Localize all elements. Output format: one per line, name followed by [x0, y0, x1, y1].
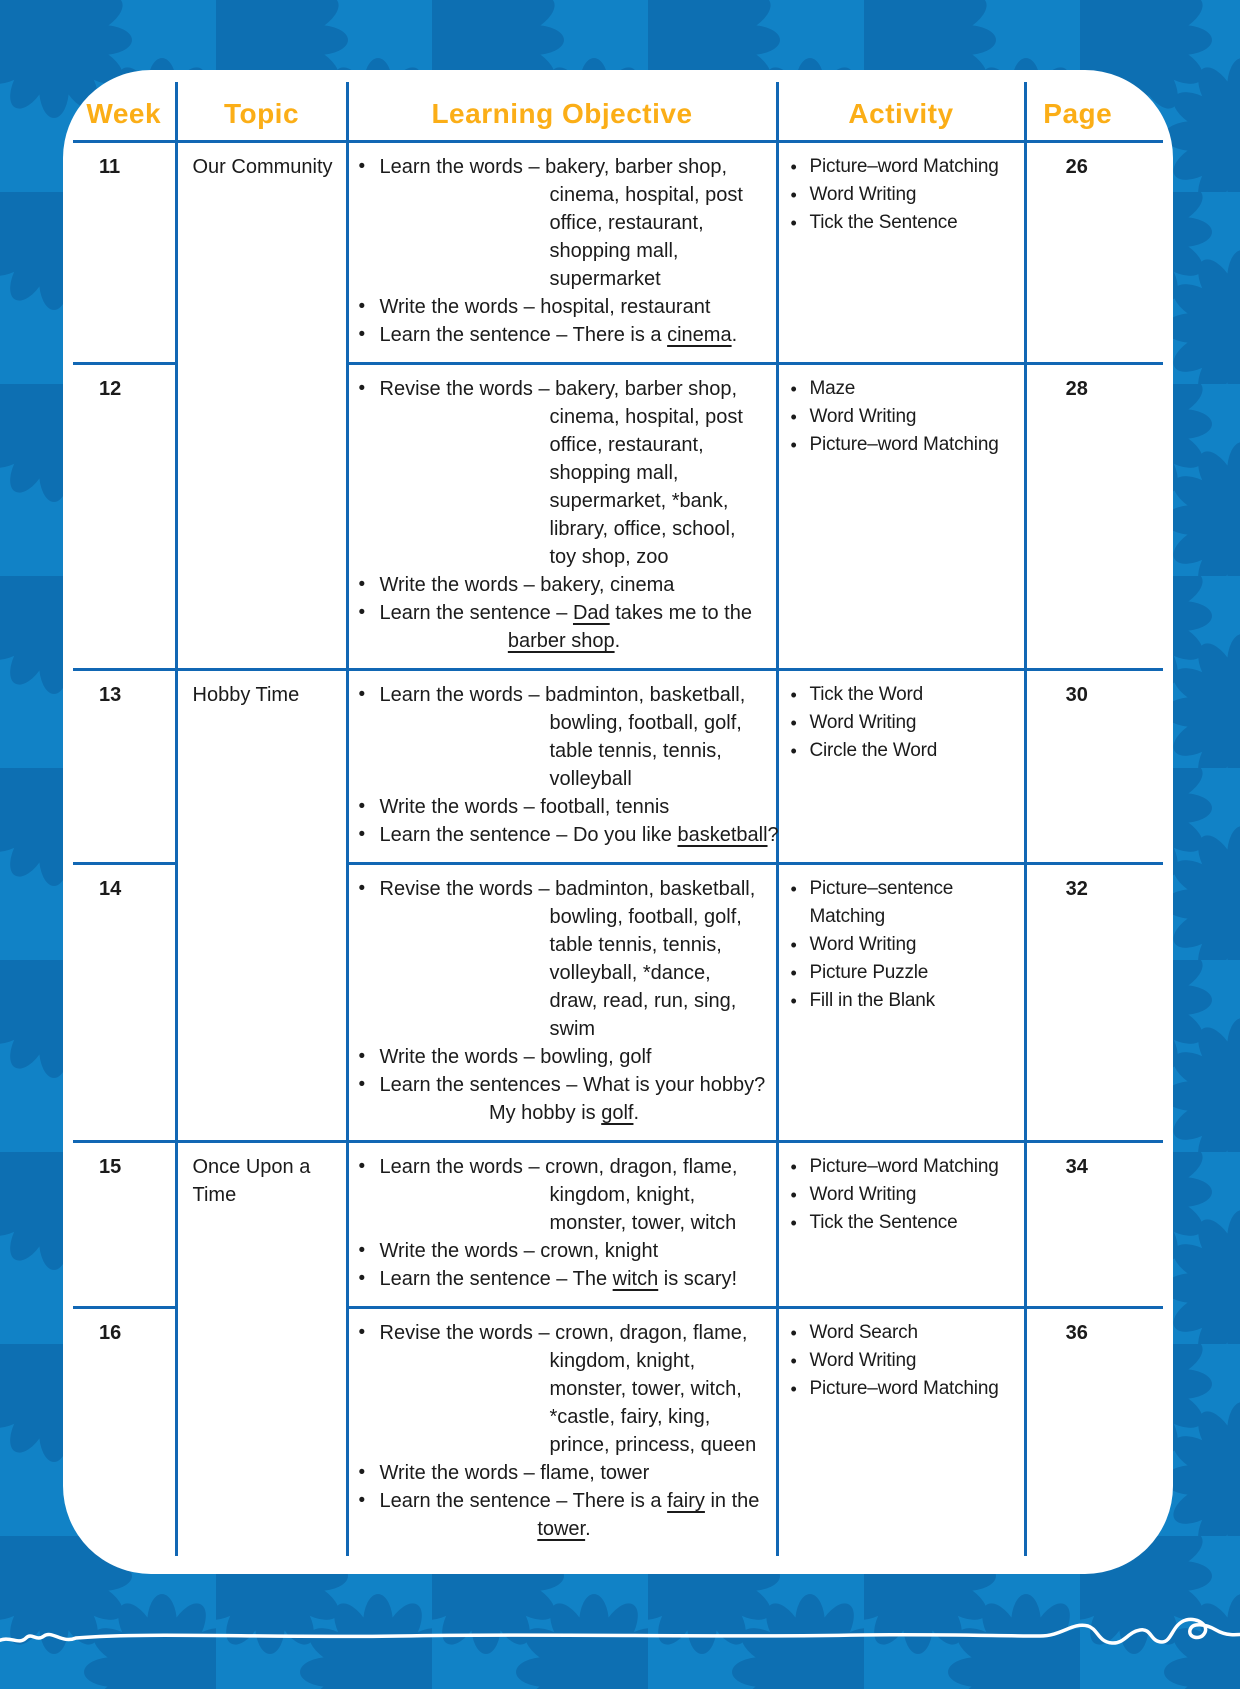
text-segment: . [633, 1102, 640, 1124]
week-cell: 11 [99, 156, 121, 178]
objective-line [359, 1319, 770, 1347]
bullet-icon: • [358, 684, 366, 705]
syllabus-table [73, 82, 1163, 1556]
activity-item [791, 737, 1022, 765]
activity-text: Fill in the Blank [809, 990, 935, 1011]
bullet-icon: • [790, 935, 797, 955]
activity-text: Picture–word Matching [809, 1156, 999, 1177]
activity-text: Tick the Word [809, 684, 924, 705]
objective-text [380, 681, 746, 709]
activity-item [791, 959, 1022, 987]
text-segment: shopping mall, [549, 240, 679, 262]
objective-line [359, 321, 770, 349]
objective-line [359, 599, 770, 627]
syllabus-card [63, 70, 1173, 1574]
bullet-icon: • [790, 879, 797, 899]
week-cell: 16 [73, 1308, 176, 1557]
bullet-icon: • [790, 1323, 797, 1343]
text-segment: bowling, football, golf, [549, 906, 742, 928]
activity-item [791, 931, 1022, 959]
activity-text: Picture–word Matching [809, 156, 999, 177]
text-segment: volleyball [549, 768, 632, 790]
objectives-cell [347, 142, 777, 364]
objective-text [380, 793, 670, 821]
bullet-icon: • [790, 435, 797, 455]
underlined-word: cinema [667, 324, 732, 346]
objective-continuation-line [359, 903, 770, 931]
text-segment: draw, read, run, sing, [549, 990, 737, 1012]
objectives-cell [347, 670, 777, 864]
text-segment: Write the words – crown, knight [379, 1240, 659, 1262]
objective-text [380, 1487, 760, 1515]
objective-line [359, 1459, 770, 1487]
table-row [73, 142, 1163, 364]
bullet-icon: • [358, 1074, 366, 1095]
activities-cell [777, 142, 1025, 364]
text-segment: . [585, 1518, 591, 1540]
bullet-icon: • [790, 213, 797, 233]
activities-cell [777, 1308, 1025, 1557]
objective-line [359, 793, 770, 821]
bullet-icon: • [790, 1351, 797, 1371]
text-segment: is scary! [658, 1268, 738, 1290]
text-segment: volleyball, *dance, [549, 962, 711, 984]
activity-text: Tick the Sentence [809, 1212, 958, 1233]
objective-text [380, 571, 675, 599]
bullet-icon: • [790, 1213, 797, 1233]
objective-line [359, 293, 770, 321]
text-segment: Revise the words – badminton, basketball, [379, 878, 756, 900]
activity-item [791, 403, 1022, 431]
text-segment: in the [704, 1490, 760, 1512]
activity-text: Circle the Word [809, 740, 938, 761]
text-segment: Learn the sentence – [379, 602, 573, 624]
objectives-cell [347, 864, 777, 1142]
activity-item [791, 181, 1022, 209]
bullet-icon: • [790, 379, 797, 399]
bullet-icon: • [358, 1240, 366, 1261]
objective-text [380, 1319, 748, 1347]
bullet-icon: • [358, 156, 366, 177]
objective-continuation-line [359, 431, 770, 459]
objective-text [380, 293, 711, 321]
activity-item [791, 1209, 1022, 1237]
activity-text: Picture–word Matching [809, 1378, 999, 1399]
objective-continuation-line [359, 1403, 770, 1431]
activity-text: Word Writing [809, 1350, 917, 1371]
bullet-icon: • [358, 1046, 366, 1067]
header-row [73, 82, 1163, 142]
objective-continuation-line [359, 487, 770, 515]
objective-text [380, 1043, 652, 1071]
objective-text [380, 821, 779, 849]
column-header-page: Page [1025, 82, 1163, 142]
activity-item [791, 1375, 1022, 1403]
activities-cell [777, 364, 1025, 670]
activity-text: Word Writing [809, 934, 917, 955]
page-cell: 28 [1025, 364, 1163, 670]
objectives-cell [347, 364, 777, 670]
text-segment: cinema, hospital, post [549, 184, 743, 206]
objective-continuation-line [359, 1099, 770, 1127]
objective-continuation-line [359, 1347, 770, 1375]
text-segment: Learn the sentence – Do you like [379, 824, 678, 846]
underlined-word: barber shop [507, 630, 615, 652]
objective-continuation-line [359, 931, 770, 959]
topic-cell: Once Upon a Time [176, 1142, 347, 1557]
underlined-word: Dad [572, 602, 610, 624]
objective-line [359, 1043, 770, 1071]
objective-continuation-line [359, 1515, 770, 1543]
objective-line [358, 821, 779, 849]
text-segment: swim [549, 1018, 596, 1040]
objective-continuation-line [359, 627, 770, 655]
text-segment: Learn the words – badminton, basketball, [379, 684, 746, 706]
objective-continuation-line [359, 181, 770, 209]
week-cell: 14 [73, 864, 176, 1142]
bullet-icon: • [790, 1157, 797, 1177]
objective-line [359, 1487, 770, 1515]
text-segment: Learn the sentence – There is a [379, 324, 668, 346]
bullet-icon: • [358, 378, 366, 399]
bullet-icon: • [790, 741, 797, 761]
bullet-icon: • [790, 963, 797, 983]
activity-text: Tick the Sentence [809, 212, 958, 233]
activity-item [791, 431, 1022, 459]
underlined-word: basketball [677, 824, 768, 846]
bullet-icon: • [790, 1185, 797, 1205]
page-cell: 30 [1025, 670, 1163, 864]
text-segment: Write the words – hospital, restaurant [379, 296, 711, 318]
text-segment: prince, princess, queen [549, 1434, 757, 1456]
page-cell: 32 [1025, 864, 1163, 1142]
column-header-learning-objective: Learning Objective [347, 82, 777, 142]
objective-line [359, 571, 770, 599]
text-segment: Learn the words – bakery, barber shop, [379, 156, 728, 178]
objective-continuation-line [359, 403, 770, 431]
activity-text: Word Writing [809, 712, 917, 733]
objective-text [380, 375, 738, 403]
activity-item [791, 375, 1022, 403]
objective-continuation-line [359, 765, 770, 793]
activity-item [791, 875, 1022, 931]
objective-line [359, 1153, 770, 1181]
bullet-icon: • [358, 1322, 366, 1343]
activity-text: Word Writing [809, 406, 917, 427]
bullet-icon: • [358, 574, 366, 595]
objective-text [380, 1459, 650, 1487]
objective-line [359, 1265, 770, 1293]
activity-text: Maze [809, 378, 856, 399]
objective-continuation-line [359, 737, 770, 765]
activities-cell [777, 670, 1025, 864]
objective-continuation-line [359, 1431, 770, 1459]
objective-line [359, 375, 770, 403]
activity-item [791, 209, 1022, 237]
activities-cell [777, 1142, 1025, 1308]
underlined-word: witch [612, 1268, 659, 1290]
objective-line [359, 1071, 770, 1099]
column-header-activity: Activity [777, 82, 1025, 142]
objectives-cell [347, 1142, 777, 1308]
objective-text [380, 1237, 659, 1265]
topic-cell: Our Community [176, 142, 347, 670]
activities-cell [777, 864, 1025, 1142]
bullet-icon: • [790, 1379, 797, 1399]
text-segment: kingdom, knight, [549, 1350, 696, 1372]
activity-item [791, 1153, 1022, 1181]
activity-text: Word Writing [809, 1184, 917, 1205]
text-segment: Revise the words – crown, dragon, flame, [379, 1322, 748, 1344]
objective-line [359, 681, 770, 709]
table-row [73, 670, 1163, 864]
page-cell: 26 [1025, 142, 1163, 364]
objective-continuation-line [359, 1015, 770, 1043]
bullet-icon: • [790, 157, 797, 177]
activity-text: Word Writing [809, 184, 917, 205]
text-segment: supermarket, *bank, [549, 490, 729, 512]
wavy-line-decoration [0, 1612, 1240, 1672]
underlined-word: tower [537, 1518, 586, 1540]
text-segment: . [614, 630, 621, 652]
text-segment: shopping mall, [549, 462, 679, 484]
objective-line [359, 1237, 770, 1265]
text-segment: office, restaurant, [549, 212, 704, 234]
activity-text: Word Search [809, 1322, 918, 1343]
objective-text [380, 153, 728, 181]
topic-cell: Hobby Time [176, 670, 347, 1142]
objective-text [380, 1265, 738, 1293]
text-segment: table tennis, tennis, [549, 740, 722, 762]
page-cell: 36 [1025, 1308, 1163, 1557]
text-segment: ? [767, 824, 779, 846]
text-segment: monster, tower, witch, [549, 1378, 742, 1400]
text-segment: Write the words – bowling, golf [379, 1046, 652, 1068]
table-row [73, 1142, 1163, 1308]
text-segment: library, office, school, [549, 518, 736, 540]
bullet-icon: • [790, 713, 797, 733]
text-segment: bowling, football, golf, [549, 712, 742, 734]
activity-item [791, 1319, 1022, 1347]
objective-continuation-line [359, 959, 770, 987]
week-cell: 13 [73, 670, 176, 864]
activity-item [791, 681, 1022, 709]
objective-continuation-line [359, 265, 770, 293]
text-segment: Revise the words – bakery, barber shop, [379, 378, 738, 400]
activity-text: Picture Puzzle [809, 962, 929, 983]
objectives-cell [347, 1308, 777, 1557]
text-segment: Learn the sentences – What is your hobby? [379, 1074, 766, 1096]
bullet-icon: • [358, 824, 366, 845]
objective-continuation-line [359, 543, 770, 571]
bullet-icon: • [790, 407, 797, 427]
activity-item [791, 1347, 1022, 1375]
objective-continuation-line [359, 1209, 770, 1237]
text-segment: monster, tower, witch [549, 1212, 737, 1234]
bullet-icon: • [790, 685, 797, 705]
week-cell: 15 [73, 1142, 176, 1308]
text-segment: Learn the sentence – There is a [379, 1490, 668, 1512]
bullet-icon: • [358, 324, 366, 345]
objective-line [359, 875, 770, 903]
bullet-icon: • [358, 878, 366, 899]
text-segment: cinema, hospital, post [549, 406, 743, 428]
text-segment: Write the words – flame, tower [379, 1462, 650, 1484]
column-header-week: Week [73, 82, 176, 142]
text-segment: Learn the words – crown, dragon, flame, [379, 1156, 738, 1178]
objective-continuation-line [359, 237, 770, 265]
bullet-icon: • [358, 296, 366, 317]
activity-text: Picture–word Matching [809, 434, 999, 455]
activity-item [791, 153, 1022, 181]
text-segment: Write the words – football, tennis [379, 796, 670, 818]
objective-continuation-line [359, 709, 770, 737]
objective-text [380, 875, 756, 903]
activity-text: Picture–sentence Matching [809, 878, 954, 927]
bullet-icon: • [358, 1268, 366, 1289]
activity-item [791, 987, 1022, 1015]
objective-continuation-line [359, 459, 770, 487]
objective-continuation-line [359, 1181, 770, 1209]
objective-line [359, 153, 770, 181]
text-segment: My hobby is [488, 1102, 602, 1124]
objective-continuation-line [359, 209, 770, 237]
syllabus-table-body [73, 142, 1163, 1557]
week-cell: 12 [73, 364, 176, 670]
underlined-word: golf [601, 1102, 634, 1124]
text-segment: *castle, fairy, king, [549, 1406, 711, 1428]
text-segment: office, restaurant, [549, 434, 704, 456]
column-header-topic: Topic [176, 82, 347, 142]
text-segment: supermarket [549, 268, 661, 290]
bullet-icon: • [358, 1156, 366, 1177]
text-segment: takes me to the [609, 602, 752, 624]
bullet-icon: • [358, 1490, 366, 1511]
activity-item [791, 709, 1022, 737]
objective-continuation-line [359, 1375, 770, 1403]
bullet-icon: • [358, 602, 366, 623]
text-segment: Learn the sentence – The [379, 1268, 613, 1290]
objective-text [380, 599, 752, 627]
bullet-icon: • [790, 991, 797, 1011]
text-segment: table tennis, tennis, [549, 934, 722, 956]
objective-continuation-line [359, 515, 770, 543]
objective-continuation-line [359, 987, 770, 1015]
bullet-icon: • [358, 1462, 366, 1483]
page-cell: 34 [1025, 1142, 1163, 1308]
activity-item [791, 1181, 1022, 1209]
text-segment: toy shop, zoo [549, 546, 669, 568]
text-segment: kingdom, knight, [549, 1184, 696, 1206]
text-segment: Write the words – bakery, cinema [379, 574, 675, 596]
text-segment: . [731, 324, 738, 346]
bullet-icon: • [790, 185, 797, 205]
objective-text [380, 1071, 766, 1099]
objective-text [380, 321, 738, 349]
bullet-icon: • [358, 796, 366, 817]
underlined-word: fairy [667, 1490, 705, 1512]
objective-text [380, 1153, 738, 1181]
